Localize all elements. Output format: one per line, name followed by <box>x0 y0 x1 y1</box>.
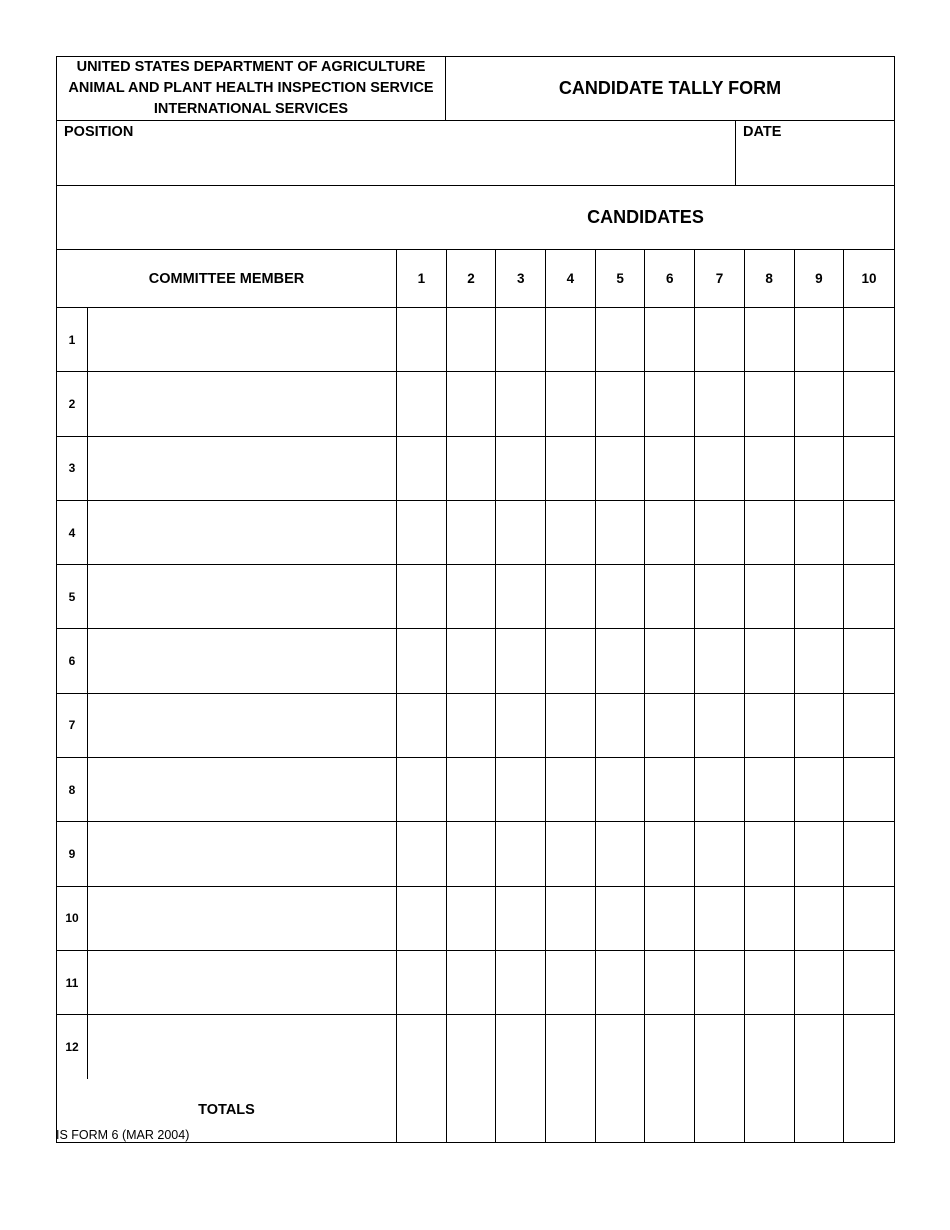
member-name-field[interactable] <box>88 437 397 500</box>
total-cell[interactable] <box>397 1079 447 1142</box>
tally-cell[interactable] <box>695 437 745 500</box>
tally-cell[interactable] <box>844 1015 894 1078</box>
tally-cell[interactable] <box>596 822 646 885</box>
position-field[interactable] <box>57 121 736 185</box>
row-number: 3 <box>57 437 88 500</box>
total-cell[interactable] <box>596 1079 646 1142</box>
member-row <box>57 372 894 436</box>
member-row <box>57 565 894 629</box>
agency-line: UNITED STATES DEPARTMENT OF AGRICULTURE <box>76 59 426 75</box>
tally-cell[interactable] <box>397 437 447 500</box>
tally-cell[interactable] <box>695 308 745 371</box>
tally-cell[interactable] <box>795 308 845 371</box>
member-name-field[interactable] <box>88 887 397 950</box>
tally-cell[interactable] <box>596 501 646 564</box>
tally-cell[interactable] <box>496 501 546 564</box>
tally-cell[interactable] <box>596 565 646 628</box>
position-label: POSITION <box>64 124 134 140</box>
member-row <box>57 822 894 886</box>
tally-cell[interactable] <box>447 951 497 1014</box>
tally-cell[interactable] <box>844 822 894 885</box>
row-number: 6 <box>57 629 88 692</box>
tally-cell[interactable] <box>745 758 795 821</box>
member-row <box>57 951 894 1015</box>
row-number: 2 <box>57 372 88 435</box>
tally-cell[interactable] <box>496 629 546 692</box>
tally-cell[interactable] <box>496 372 546 435</box>
tally-cell[interactable] <box>546 565 596 628</box>
tally-cell[interactable] <box>447 629 497 692</box>
member-row <box>57 501 894 565</box>
agency-line: INTERNATIONAL SERVICES <box>153 101 349 117</box>
tally-cell[interactable] <box>844 372 894 435</box>
tally-cell[interactable] <box>695 629 745 692</box>
form-title: CANDIDATE TALLY FORM <box>558 78 782 98</box>
tally-cell[interactable] <box>447 308 497 371</box>
tally-cell[interactable] <box>397 694 447 757</box>
tally-cell[interactable] <box>695 501 745 564</box>
total-cell[interactable] <box>496 1079 546 1142</box>
tally-cell[interactable] <box>397 501 447 564</box>
tally-cell[interactable] <box>397 372 447 435</box>
tally-cell[interactable] <box>645 629 695 692</box>
tally-cell[interactable] <box>447 758 497 821</box>
row-number: 9 <box>57 822 88 885</box>
tally-cell[interactable] <box>496 565 546 628</box>
tally-cell[interactable] <box>546 501 596 564</box>
member-row <box>57 694 894 758</box>
member-name-field[interactable] <box>88 501 397 564</box>
tally-cell[interactable] <box>844 887 894 950</box>
tally-cell[interactable] <box>496 437 546 500</box>
tally-cell[interactable] <box>645 694 695 757</box>
member-name-field[interactable] <box>88 565 397 628</box>
tally-cell[interactable] <box>596 629 646 692</box>
tally-cell[interactable] <box>546 437 596 500</box>
tally-cell[interactable] <box>695 694 745 757</box>
tally-cell[interactable] <box>447 694 497 757</box>
candidate-number-header: 2 <box>447 250 497 307</box>
tally-cell[interactable] <box>596 951 646 1014</box>
tally-cell[interactable] <box>745 437 795 500</box>
row-number: 12 <box>57 1015 88 1078</box>
tally-cell[interactable] <box>596 372 646 435</box>
tally-cell[interactable] <box>745 565 795 628</box>
tally-cell[interactable] <box>496 1015 546 1078</box>
total-cell[interactable] <box>695 1079 745 1142</box>
column-header-row <box>57 250 894 308</box>
tally-cell[interactable] <box>397 565 447 628</box>
tally-cell[interactable] <box>795 565 845 628</box>
tally-cell[interactable] <box>645 887 695 950</box>
tally-cell[interactable] <box>695 951 745 1014</box>
tally-cell[interactable] <box>745 822 795 885</box>
tally-cell[interactable] <box>795 501 845 564</box>
tally-cell[interactable] <box>795 822 845 885</box>
tally-cell[interactable] <box>596 437 646 500</box>
total-cell[interactable] <box>645 1079 695 1142</box>
tally-cell[interactable] <box>546 951 596 1014</box>
tally-cell[interactable] <box>546 758 596 821</box>
member-name-field[interactable] <box>88 372 397 435</box>
tally-cell[interactable] <box>645 565 695 628</box>
candidate-number-header: 8 <box>745 250 795 307</box>
tally-cell[interactable] <box>745 308 795 371</box>
tally-cell[interactable] <box>695 565 745 628</box>
tally-cell[interactable] <box>447 887 497 950</box>
candidate-number-header: 7 <box>695 250 745 307</box>
tally-cell[interactable] <box>745 372 795 435</box>
tally-cell[interactable] <box>844 694 894 757</box>
tally-cell[interactable] <box>745 1015 795 1078</box>
tally-cell[interactable] <box>844 951 894 1014</box>
member-row <box>57 1015 894 1078</box>
tally-cell[interactable] <box>844 501 894 564</box>
row-number: 4 <box>57 501 88 564</box>
tally-cell[interactable] <box>546 822 596 885</box>
tally-cell[interactable] <box>447 822 497 885</box>
form-header <box>57 57 894 121</box>
tally-cell[interactable] <box>397 887 447 950</box>
totals-label: TOTALS <box>57 1079 397 1142</box>
tally-cell[interactable] <box>795 758 845 821</box>
member-name-field[interactable] <box>88 308 397 371</box>
tally-cell[interactable] <box>447 565 497 628</box>
tally-cell[interactable] <box>795 372 845 435</box>
tally-cell[interactable] <box>844 308 894 371</box>
tally-cell[interactable] <box>397 629 447 692</box>
tally-cell[interactable] <box>397 1015 447 1078</box>
tally-cell[interactable] <box>397 758 447 821</box>
tally-cell[interactable] <box>645 308 695 371</box>
member-name-field[interactable] <box>88 1015 397 1078</box>
tally-cell[interactable] <box>596 887 646 950</box>
tally-cell[interactable] <box>645 437 695 500</box>
tally-cell[interactable] <box>645 1015 695 1078</box>
member-name-field[interactable] <box>88 758 397 821</box>
candidates-header-row <box>57 186 894 250</box>
form-id: IS FORM 6 (MAR 2004) <box>56 1128 190 1142</box>
tally-cell[interactable] <box>546 372 596 435</box>
tally-cell[interactable] <box>596 694 646 757</box>
total-cell[interactable] <box>745 1079 795 1142</box>
tally-cell[interactable] <box>496 822 546 885</box>
tally-cell[interactable] <box>695 822 745 885</box>
tally-cell[interactable] <box>795 629 845 692</box>
total-cell[interactable] <box>795 1079 845 1142</box>
row-number: 10 <box>57 887 88 950</box>
tally-cell[interactable] <box>596 308 646 371</box>
member-row <box>57 758 894 822</box>
tally-cell[interactable] <box>645 951 695 1014</box>
tally-cell[interactable] <box>447 372 497 435</box>
tally-cell[interactable] <box>645 758 695 821</box>
tally-cell[interactable] <box>795 694 845 757</box>
member-row <box>57 437 894 501</box>
total-cell[interactable] <box>546 1079 596 1142</box>
tally-cell[interactable] <box>745 887 795 950</box>
candidate-number-header: 1 <box>397 250 447 307</box>
candidate-tally-form <box>56 56 895 1143</box>
tally-cell[interactable] <box>745 694 795 757</box>
agency-line: ANIMAL AND PLANT HEALTH INSPECTION SERVICE <box>68 80 434 96</box>
tally-cell[interactable] <box>645 822 695 885</box>
tally-cell[interactable] <box>844 437 894 500</box>
row-number: 7 <box>57 694 88 757</box>
tally-cell[interactable] <box>546 887 596 950</box>
member-row <box>57 887 894 951</box>
tally-cell[interactable] <box>596 758 646 821</box>
candidate-number-header: 6 <box>645 250 695 307</box>
agency-block <box>57 57 446 120</box>
position-date-row <box>57 121 894 186</box>
tally-cell[interactable] <box>645 501 695 564</box>
tally-cell[interactable] <box>496 308 546 371</box>
member-name-field[interactable] <box>88 629 397 692</box>
tally-cell[interactable] <box>546 629 596 692</box>
tally-cell[interactable] <box>546 308 596 371</box>
row-number: 8 <box>57 758 88 821</box>
member-name-field[interactable] <box>88 694 397 757</box>
tally-cell[interactable] <box>844 565 894 628</box>
tally-cell[interactable] <box>844 629 894 692</box>
candidate-number-header: 10 <box>861 271 877 286</box>
tally-cell[interactable] <box>745 501 795 564</box>
tally-cell[interactable] <box>844 758 894 821</box>
candidate-number-header: 5 <box>596 250 646 307</box>
tally-cell[interactable] <box>496 758 546 821</box>
tally-cell[interactable] <box>795 1015 845 1078</box>
tally-cell[interactable] <box>795 887 845 950</box>
tally-cell[interactable] <box>795 951 845 1014</box>
tally-cell[interactable] <box>695 887 745 950</box>
tally-cell[interactable] <box>695 1015 745 1078</box>
tally-cell[interactable] <box>397 951 447 1014</box>
tally-cell[interactable] <box>695 372 745 435</box>
tally-cell[interactable] <box>546 1015 596 1078</box>
tally-cell[interactable] <box>795 437 845 500</box>
tally-cell[interactable] <box>397 822 447 885</box>
tally-cell[interactable] <box>645 372 695 435</box>
tally-cell[interactable] <box>447 501 497 564</box>
candidates-header: CANDIDATES <box>587 207 704 227</box>
candidate-number-header: 4 <box>546 250 596 307</box>
tally-cell[interactable] <box>447 1015 497 1078</box>
member-row <box>57 308 894 372</box>
tally-cell[interactable] <box>745 951 795 1014</box>
date-field[interactable] <box>736 121 894 185</box>
member-name-field[interactable] <box>88 822 397 885</box>
total-cell[interactable] <box>447 1079 497 1142</box>
committee-member-header: COMMITTEE MEMBER <box>57 250 397 307</box>
date-label: DATE <box>743 124 782 140</box>
member-row <box>57 629 894 693</box>
member-name-field[interactable] <box>88 951 397 1014</box>
row-number: 1 <box>57 308 88 371</box>
tally-cell[interactable] <box>397 308 447 371</box>
tally-cell[interactable] <box>496 694 546 757</box>
row-number: 11 <box>57 951 88 1014</box>
tally-cell[interactable] <box>695 758 745 821</box>
tally-cell[interactable] <box>496 887 546 950</box>
candidate-number-header: 9 <box>795 250 845 307</box>
total-cell[interactable] <box>844 1079 894 1142</box>
tally-cell[interactable] <box>546 694 596 757</box>
candidate-number-header: 3 <box>496 250 546 307</box>
tally-cell[interactable] <box>447 437 497 500</box>
row-number: 5 <box>57 565 88 628</box>
tally-cell[interactable] <box>596 1015 646 1078</box>
tally-cell[interactable] <box>745 629 795 692</box>
tally-cell[interactable] <box>496 951 546 1014</box>
